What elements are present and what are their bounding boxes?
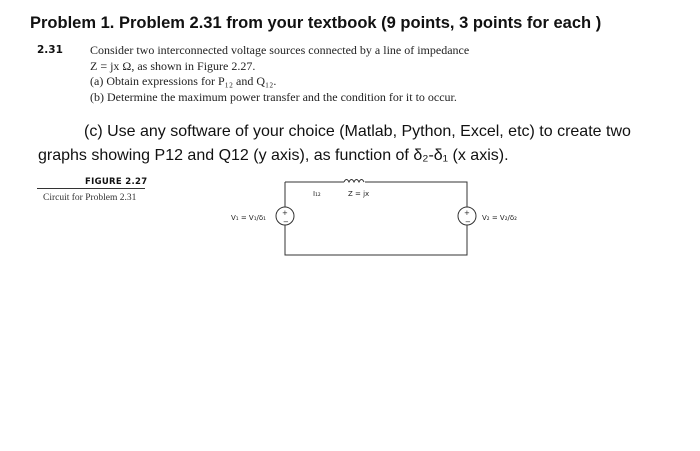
figure-caption: Circuit for Problem 2.31 (43, 193, 137, 203)
impedance-label: Z = jx (348, 190, 370, 198)
textbook-problem-number: 2.31 (37, 44, 63, 56)
v2-label: V₂ = V₂/δ₂ (482, 214, 517, 222)
source-v1-plus: + (282, 209, 288, 217)
source-v2-plus: + (464, 209, 470, 217)
part-c-instruction: (c) Use any software of your choice (Matlab, Python, Excel, etc) to create two graphs showing P12 and Q12 (y axis), as function of δ₂-δ₁ (x axis). (38, 123, 631, 164)
textbook-line-2: Z = jx Ω, as shown in Figure 2.27. (90, 58, 256, 73)
inductor-symbol (344, 180, 364, 183)
source-v1-minus: − (283, 218, 289, 226)
current-label: I₁₂ (313, 190, 321, 198)
figure-label: FIGURE 2.27 (85, 177, 148, 187)
v1-label: V₁ = V₁/δ₁ (231, 214, 266, 222)
textbook-line-3: (a) Obtain expressions for P₁₂ and Q₁₂. (90, 74, 277, 88)
textbook-line-4: (b) Determine the maximum power transfer and the condition for it to occur. (90, 89, 457, 104)
textbook-line-1: Consider two interconnected voltage sources connected by a line of impedance (90, 43, 470, 57)
problem-heading: Problem 1. Problem 2.31 from your textbook (9 points, 3 points for each ) (30, 14, 602, 32)
source-v2-minus: − (465, 218, 471, 226)
